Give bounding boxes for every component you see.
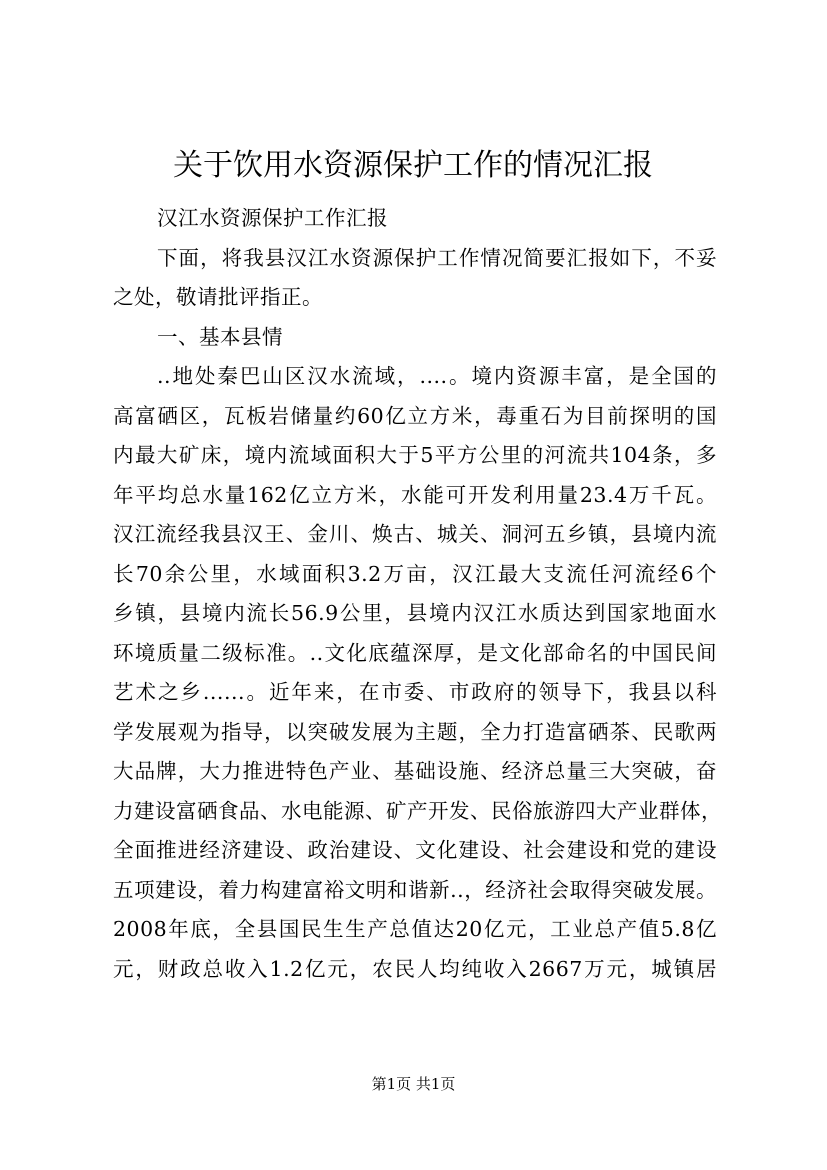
paragraph-line: 全面推进经济建设、政治建设、文化建设、社会建设和党的建设 — [113, 838, 717, 862]
paragraph-line: 元，财政总收入1.2亿元，农民人均纯收入2667万元，城镇居 — [113, 956, 717, 981]
paragraph-line: 之处，敬请批评指正。 — [113, 285, 323, 309]
document-title: 关于饮用水资源保护工作的情况汇报 — [173, 148, 653, 183]
paragraph-line: 2008年底，全县国民生生产总值达20亿元，工业总产值5.8亿 — [113, 917, 717, 941]
paragraph-line: 乡镇，县境内流长56.9公里，县境内汉江水质达到国家地面水 — [113, 601, 717, 625]
paragraph-line: 高富硒区，瓦板岩储量约60亿立方米，毒重石为目前探明的国 — [113, 403, 717, 428]
subtitle-line: 汉江水资源保护工作汇报 — [157, 206, 388, 230]
paragraph-line: 长70余公里，水域面积3.2万亩，汉江最大支流任河流经6个 — [113, 561, 717, 586]
paragraph-line: 大品牌，大力推进特色产业、基础设施、经济总量三大突破，奋 — [113, 759, 717, 783]
document-body — [113, 199, 722, 989]
section-heading: 一、基本县情 — [157, 324, 283, 349]
paragraph-line: 环境质量二级标准。..文化底蕴深厚，是文化部命名的中国民间 — [113, 640, 717, 665]
paragraph-line: 五项建设，着力构建富裕文明和谐新..，经济社会取得突破发展。 — [113, 877, 717, 902]
paragraph-line: 力建设富硒食品、水电能源、矿产开发、民俗旅游四大产业群体， — [113, 798, 722, 823]
paragraph-line: 年平均总水量162亿立方米，水能可开发利用量23.4万千瓦。 — [113, 482, 717, 507]
page-footer: 第1页 共1页 — [371, 1075, 456, 1093]
paragraph-line: 下面，将我县汉江水资源保护工作情况简要汇报如下，不妥 — [157, 245, 717, 270]
paragraph-line: 艺术之乡......。近年来，在市委、市政府的领导下，我县以科 — [113, 680, 717, 704]
paragraph-line: 汉江流经我县汉王、金川、焕古、城关、洞河五乡镇，县境内流 — [113, 522, 717, 546]
paragraph-line: 学发展观为指导，以突破发展为主题，全力打造富硒茶、民歌两 — [113, 719, 717, 744]
paragraph-line: ..地处秦巴山区汉水流域，....。境内资源丰富，是全国的 — [157, 364, 717, 388]
paragraph-line: 内最大矿床，境内流域面积大于5平方公里的河流共104条，多 — [113, 443, 717, 467]
